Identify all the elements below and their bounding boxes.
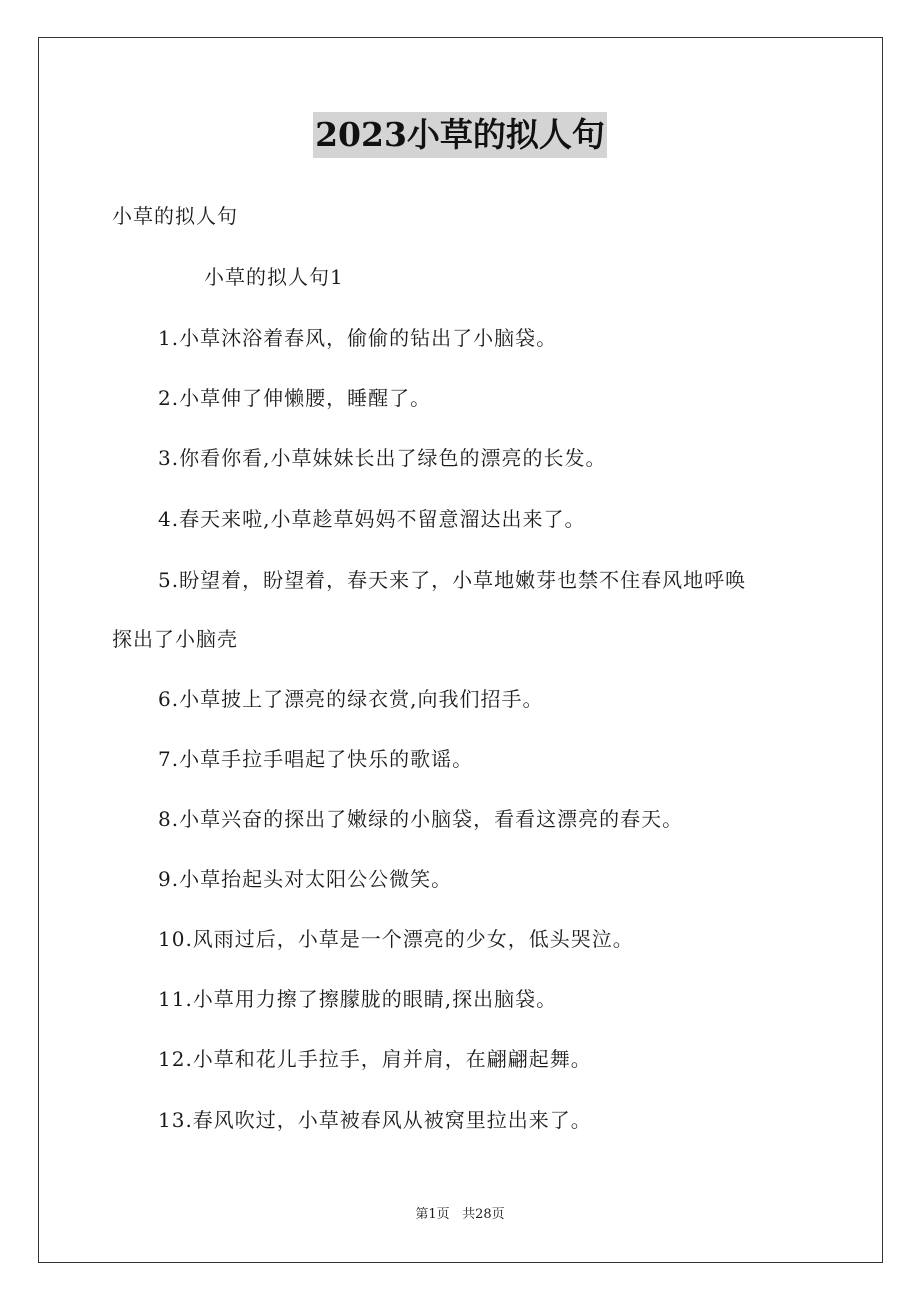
list-item: 13.春风吹过，小草被春风从被窝里拉出来了。 [158,1108,592,1132]
section-heading: 小草的拟人句 [112,204,238,228]
list-item: 5.盼望着，盼望着，春天来了，小草地嫩芽也禁不住春风地呼唤 [158,568,747,592]
list-item: 3.你看你看,小草妹妹长出了绿色的漂亮的长发。 [158,446,607,470]
list-item: 8.小草兴奋的探出了嫩绿的小脑袋，看看这漂亮的春天。 [158,807,684,831]
list-item: 7.小草手拉手唱起了快乐的歌谣。 [158,747,474,771]
list-item: 10.风雨过后，小草是一个漂亮的少女，低头哭泣。 [158,927,634,951]
list-item: 1.小草沐浴着春风，偷偷的钻出了小脑袋。 [158,326,558,350]
page-footer [0,1206,920,1224]
list-item: 2.小草伸了伸懒腰，睡醒了。 [158,386,432,410]
page-total: 共28页 [462,1207,505,1222]
list-item-continuation: 探出了小脑壳 [112,627,238,651]
section-subheading: 小草的拟人句1 [204,265,344,289]
document-title-wrap [0,112,920,158]
list-item: 4.春天来啦,小草趁草妈妈不留意溜达出来了。 [158,507,586,531]
list-item: 11.小草用力擦了擦朦胧的眼睛,探出脑袋。 [158,987,558,1011]
list-item: 9.小草抬起头对太阳公公微笑。 [158,867,453,891]
list-item: 6.小草披上了漂亮的绿衣赏,向我们招手。 [158,687,544,711]
page-number: 第1页 [415,1207,450,1222]
document-title: 2023小草的拟人句 [313,112,607,158]
list-item: 12.小草和花儿手拉手，肩并肩，在翩翩起舞。 [158,1047,592,1071]
